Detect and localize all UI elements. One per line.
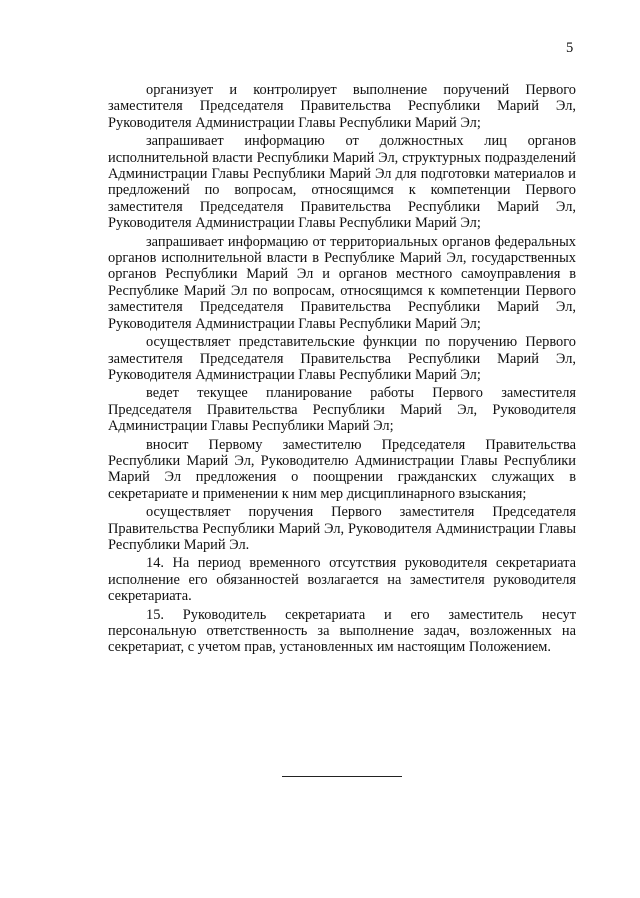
- paragraph-organizes: организует и контролирует выполнение поручений Первого заместителя Председателя Правительства Республики Марий Эл, Руководителя Администрации Главы Республики Марий Эл;: [108, 82, 576, 131]
- page-number: 5: [566, 40, 574, 56]
- document-body: [108, 82, 576, 658]
- paragraph-executes: осуществляет поручения Первого заместителя Председателя Правительства Республики Марий Эл, Руководителя Администрации Главы Республики Марий Эл.: [108, 504, 576, 553]
- paragraph-requests-federal: запрашивает информацию от территориальных органов федеральных органов исполнительной власти в Республике Марий Эл, государственных органов Республики Марий Эл и органов местного самоуправления в Республике Марий Эл по вопросам, относящимся к компетенции Первого заместителя Председателя Правительства Республики Марий Эл, Руководителя Администрации Главы Республики Марий Эл;: [108, 233, 576, 332]
- paragraph-planning: ведет текущее планирование работы Первого заместителя Председателя Правительства Республики Марий Эл, Руководителя Администрации Главы Республики Марий Эл;: [108, 385, 576, 435]
- closing-divider: [282, 776, 402, 777]
- paragraph-item-14: 14. На период временного отсутствия руководителя секретариата исполнение его обязанностей возлагается на заместителя руководителя секретариата.: [108, 555, 576, 605]
- paragraph-item-15: 15. Руководитель секретариата и его заместитель несут персональную ответственность за выполнение задач, возложенных на секретариат, с учетом прав, установленных им настоящим Положением.: [108, 606, 576, 656]
- paragraph-representative: осуществляет представительские функции по поручению Первого заместителя Председателя Правительства Республики Марий Эл, Руководителя Администрации Главы Республики Марий Эл;: [108, 334, 576, 383]
- paragraph-requests-executive: запрашивает информацию от должностных лиц органов исполнительной власти Республики Марий Эл, структурных подразделений Администрации Главы Республики Марий Эл для подготовки материалов и предложений по вопросам, относящимся к компетенции Первого заместителя Председателя Правительства Республики Марий Эл, Руководителя Администрации Главы Республики Марий Эл;: [108, 133, 576, 232]
- paragraph-proposals: вносит Первому заместителю Председателя Правительства Республики Марий Эл, Руководителю Администрации Главы Республики Марий Эл предложения о поощрении гражданских служащих в секретариате и применении к ним мер дисциплинарного взыскания;: [108, 436, 576, 502]
